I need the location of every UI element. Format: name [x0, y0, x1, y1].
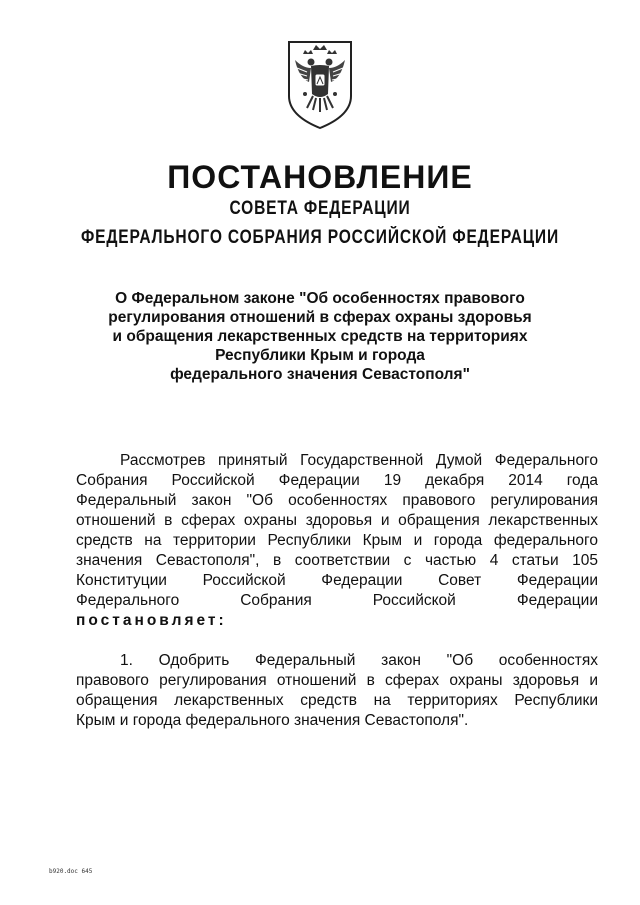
body-line: средств на территории Республики Крым и города федерального: [76, 532, 598, 549]
coat-of-arms-russia-icon: [285, 38, 355, 130]
subject-line: О Федеральном законе "Об особенностях правового: [115, 290, 525, 307]
body-line: значения Севастополя", в соответствии с частью 4 статьи 105: [76, 552, 598, 569]
body-line: Собрания Российской Федерации 19 декабря 2014 года: [76, 472, 598, 489]
body-line: Рассмотрев принятый Государственной Думой Федерального: [120, 452, 598, 469]
body-line: Федерального Собрания Российской Федерации: [76, 592, 598, 609]
subject-heading: [60, 289, 580, 384]
body-line: Конституции Российской Федерации Совет Федерации: [76, 572, 598, 589]
body-line: обращения лекарственных средств на территориях Республики: [76, 692, 598, 709]
body-line: Крым и города федерального значения Севастополя".: [76, 712, 469, 729]
subject-line: федерального значения Севастополя": [170, 366, 470, 383]
document-title: ПОСТАНОВЛЕНИЕ: [167, 159, 473, 195]
subject-line: и обращения лекарственных средств на территориях: [112, 328, 528, 345]
body-paragraph-1: [76, 451, 598, 631]
body-paragraph-2: [76, 651, 598, 731]
body-line: 1. Одобрить Федеральный закон "Об особенностях: [120, 652, 598, 669]
body-line: правового регулирования отношений в сферах охраны здоровья и: [76, 672, 598, 689]
decree-word: постановляет:: [76, 612, 227, 629]
document-subtitle-line1: СОВЕТА ФЕДЕРАЦИИ: [229, 198, 411, 219]
document-code: b920.doc 645: [49, 868, 93, 875]
document-subtitle-line2: ФЕДЕРАЛЬНОГО СОБРАНИЯ РОССИЙСКОЙ ФЕДЕРАЦИИ: [81, 227, 559, 248]
body-line: отношений в сферах охраны здоровья и обращения лекарственных: [76, 512, 598, 529]
body-line: Федеральный закон "Об особенностях правового регулирования: [76, 492, 598, 509]
subject-line: регулирования отношений в сферах охраны здоровья: [108, 309, 532, 326]
subject-line: Республики Крым и города: [215, 347, 425, 364]
